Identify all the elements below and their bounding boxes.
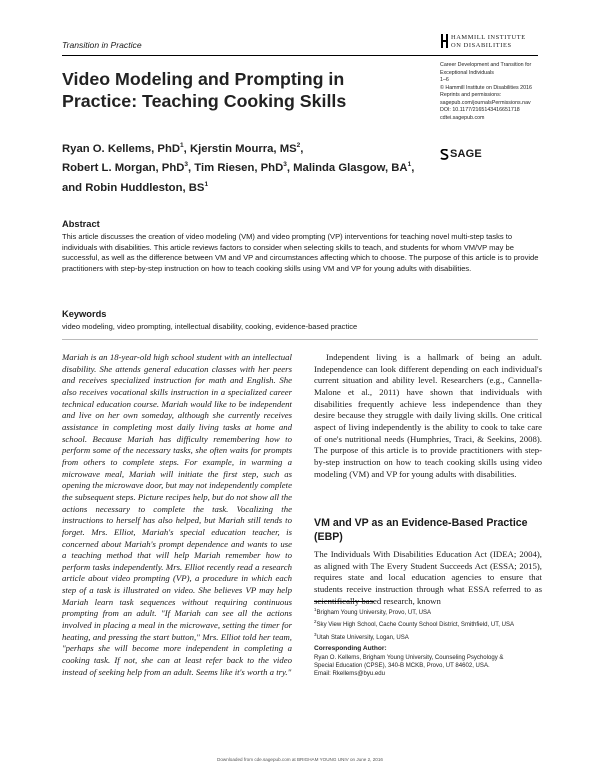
author-name: Malinda Glasgow, BA [293,162,408,175]
hammill-logo-icon [440,33,450,49]
pubinfo-line: sagepub.com/journalsPermissions.nav [440,99,531,106]
author-affiliation-mark: 3 [283,161,287,169]
author-name: Tim Riesen, PhD [194,162,284,175]
footnote-number: 3 [314,631,317,637]
footnote-number: 2 [314,619,317,625]
corresponding-author-heading: Corresponding Author: [314,645,387,653]
section-heading: VM and VP as an Evidence-Based Practice (EBP) [314,517,528,543]
right-column [314,352,542,480]
sage-wordmark: SAGE [450,148,482,160]
author-separator: , [286,162,294,175]
footnote-text: Utah State University, Logan, USA [316,634,409,641]
intro-paragraph: Independent living is a hallmark of being an adult. Independence can look different depending on each individual's current situation and ability level. Researchers (e.g., Cannella-Malone et al., 2011) have shown that individuals with disabilities frequently achieve less independence than they desire because they struggle with daily living skills. One critical aspect of living independently is the ability to cook to take care of one's nutritional needs (Humphries, Traci, & Seekins, 2008). The purpose of this article is to provide practitioners with step-by-step instruction on how to teach cooking skills using video modeling (VM) and VP for young adults with disabilities. [314,352,542,479]
affiliation-footnote [314,606,544,617]
pubinfo-line: Exceptional Individuals [440,69,494,76]
publication-info [440,62,560,122]
publisher-logo [440,33,550,51]
pubinfo-line: Reprints and permissions: [440,92,502,98]
abstract-rule [62,339,538,340]
author-separator: , [300,142,304,155]
author-separator: , [183,142,190,155]
logo-line-2: ON DISABILITIES [451,42,512,49]
logo-line-1: HAMMILL INSTITUTE [451,34,526,41]
author-affiliation-mark: 1 [407,161,412,169]
keywords-heading: Keywords [62,309,107,319]
author-affiliation-mark: 1 [204,180,209,188]
author-name: and Robin Huddleston, BS [62,181,205,194]
affiliation-footnote [314,618,544,629]
section-label: Transition in Practice [62,40,142,50]
affiliation-footnote [314,631,544,642]
download-note: Downloaded from cde.sagepub.com at BRIGHAM YOUNG UNIV on June 2, 2016 [217,757,383,762]
article-title: Video Modeling and Prompting in Practice: Teaching Cooking Skills [62,69,347,111]
author-affiliation-mark: 1 [180,142,184,149]
corresponding-author-email: Email: Rkellems@byu.edu [314,671,386,678]
section-paragraph: The Individuals With Disabilities Education Act (IDEA; 2004), as aligned with The Every Student Succeeds Act (ESSA; 2015), requires state and local education agencies to ensure that students receive instruction through what ESSA referred to as scientifically based research, known [314,549,542,606]
author-affiliation-mark: 2 [296,142,301,149]
author-list [62,138,442,196]
corresponding-author-line: Special Education (CPSE), 340-B MCKB, Provo, UT 84602, USA. [314,663,490,670]
abstract-text: This article discusses the creation of video modeling (VM) and video prompting (VP) interventions for teaching novel multi-step tasks to individuals with disabilities. This article reviews factors to consider when selecting skills to teach, and students for whom VM/VP may be successful, as well as the difference between VM and VP and circumstances affecting which to choose. The purpose of this article is to provide practitioners with step-by-step instruction on how to teach cooking skills using VM and VP for young adults with disabilities. [62,232,539,273]
author-affiliation-mark: 3 [184,161,189,169]
footnote-text: Brigham Young University, Provo, UT, USA [316,610,432,617]
pubinfo-line: Career Development and Transition for [440,62,532,68]
pubinfo-line: cdtei.sagepub.com [440,114,485,121]
footnote-number: 1 [314,607,317,612]
abstract-heading: Abstract [62,219,100,229]
footnote-rule [314,601,374,602]
header-rule [62,55,538,56]
author-name: Kjerstin Mourra, MS [189,142,297,155]
corresponding-author-line: Ryan O. Kellems, Brigham Young University, Counseling Psychology & [314,654,504,661]
footnote-text: Sky View High School, Cache County School District, Smithfield, UT, USA [316,622,515,629]
author-name: Robert L. Morgan, PhD [62,162,185,175]
pubinfo-line: © Hammill Institute on Disabilities 2016 [440,84,532,91]
case-vignette: Mariah is an 18-year-old high school student with an intellectual disability. She attends general education classes with her peers and receives specialized instruction for math and English. She also receives vocational skills instruction in a specialized career technical education course. Mariah would like to be independent and live on her own someday, although she currently receives assistance in completing most daily living tasks at home and school. Because Mariah has difficulty remembering how to perform some of the necessary tasks, she often waits for prompts from others to complete steps. For example, in warming a microwave meal, Mariah will initiate the first step, such as opening the microwave door, but may not independently complete the subsequent steps. Picture recipes help, but do not show all the actions necessary to complete the task. Vocalizing the instructions to herself has also helped, but Mariah still tends to forget. Mrs. Elliot, Mariah's special education teacher, is concerned about Mariah's prompt dependence and wants to use a teaching method that will help Mariah remember how to perform tasks independently. Mrs. Elliot recently read a research article about video prompting (VP), a procedure in which each step of a task is illustrated on video. She believes VP may help Mariah learn task sequences without requiring continuous prompting from an adult. "If Mariah can see all the actions involved in placing a meal in the microwave, setting the timer for heating, and pressing the start button," Mrs. Elliot told her team, "perhaps she will become more independent in completing a cooking task. If not, she can at least refer back to the video instead of seeking help from an adult. Seems like it's worth a try." [62,352,292,677]
keywords-text: video modeling, video prompting, intellectual disability, cooking, evidence-based practice [62,322,358,331]
sage-logo [440,147,500,163]
author-separator: , [411,162,415,175]
author-separator: , [188,162,195,175]
doi-line: DOI: 10.1177/2165143416651718 [440,107,520,113]
author-name: Ryan O. Kellems, PhD [62,142,181,155]
pubinfo-line: 1–6 [440,77,449,83]
footnotes [314,606,544,679]
